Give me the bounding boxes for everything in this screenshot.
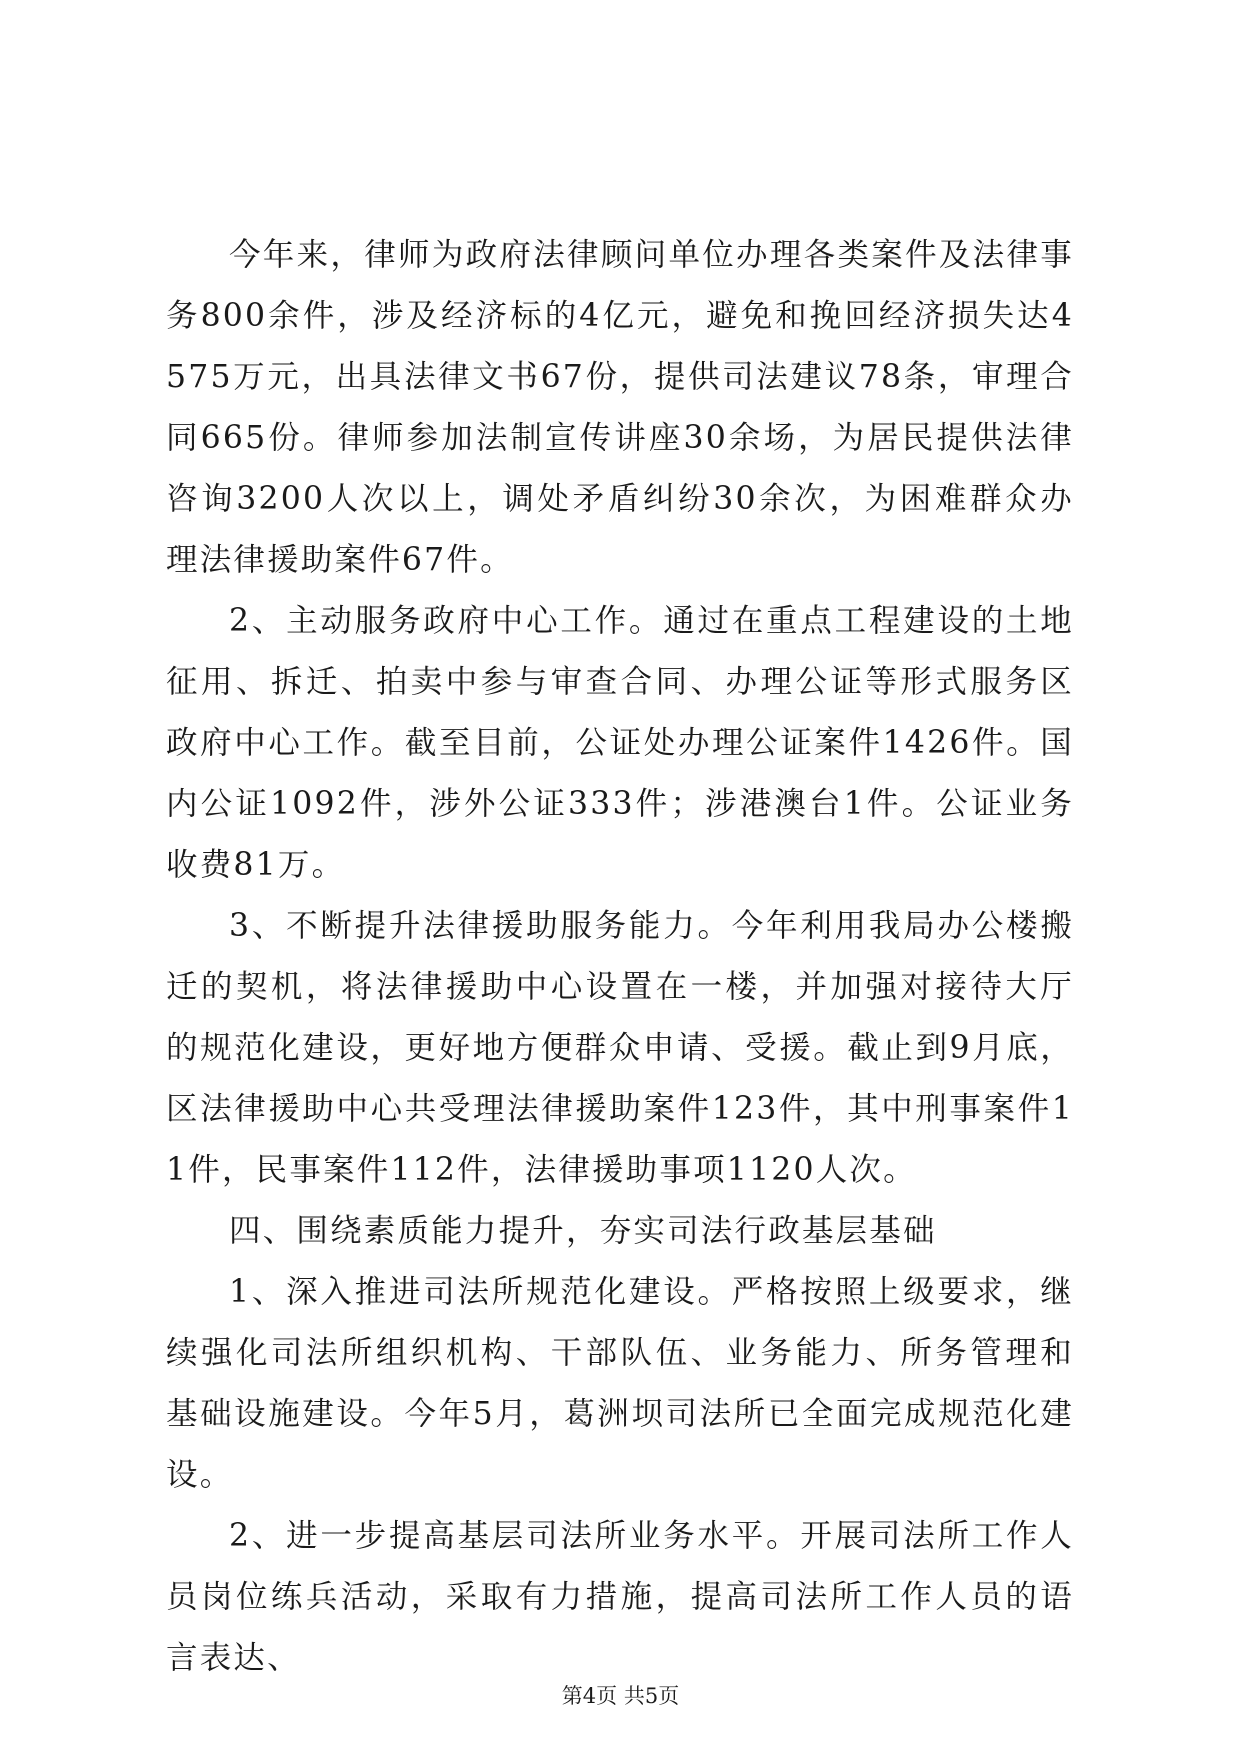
paragraph-lawyer-stats: 今年来，律师为政府法律顾问单位办理各类案件及法律事务800余件，涉及经济标的4亿元，避免和挽回经济损失达4575万元，出具法律文书67份，提供司法建议78条，审理合同665份。律师参加法制宣传讲座30余场，为居民提供法律咨询3200人次以上，调处矛盾纠纷30余次，为困难群众办理法律援助案件67件。 — [166, 237, 1074, 578]
section-heading-four: 四、围绕素质能力提升，夯实司法行政基层基础 — [229, 1213, 937, 1249]
paragraph-judicial-office-skills: 2、进一步提高基层司法所业务水平。开展司法所工作人员岗位练兵活动，采取有力措施，提高司法所工作人员的语言表达、 — [166, 1518, 1074, 1676]
document-body — [166, 225, 1074, 1689]
paragraph-judicial-office-standardization: 1、深入推进司法所规范化建设。严格按照上级要求，继续强化司法所组织机构、干部队伍、业务能力、所务管理和基础设施建设。今年5月，葛洲坝司法所已全面完成规范化建设。 — [166, 1274, 1074, 1493]
paragraph-legal-aid: 3、不断提升法律援助服务能力。今年利用我局办公楼搬迁的契机，将法律援助中心设置在一楼，并加强对接待大厅的规范化建设，更好地方便群众申请、受援。截止到9月底，区法律援助中心共受理法律援助案件123件，其中刑事案件11件，民事案件112件，法律援助事项1120人次。 — [166, 908, 1074, 1188]
page-number-footer: 第4页 共5页 — [561, 1684, 680, 1708]
paragraph-government-service: 2、主动服务政府中心工作。通过在重点工程建设的土地征用、拆迁、拍卖中参与审查合同、办理公证等形式服务区政府中心工作。截至目前，公证处办理公证案件1426件。国内公证1092件，涉外公证333件；涉港澳台1件。公证业务收费81万。 — [166, 603, 1074, 883]
